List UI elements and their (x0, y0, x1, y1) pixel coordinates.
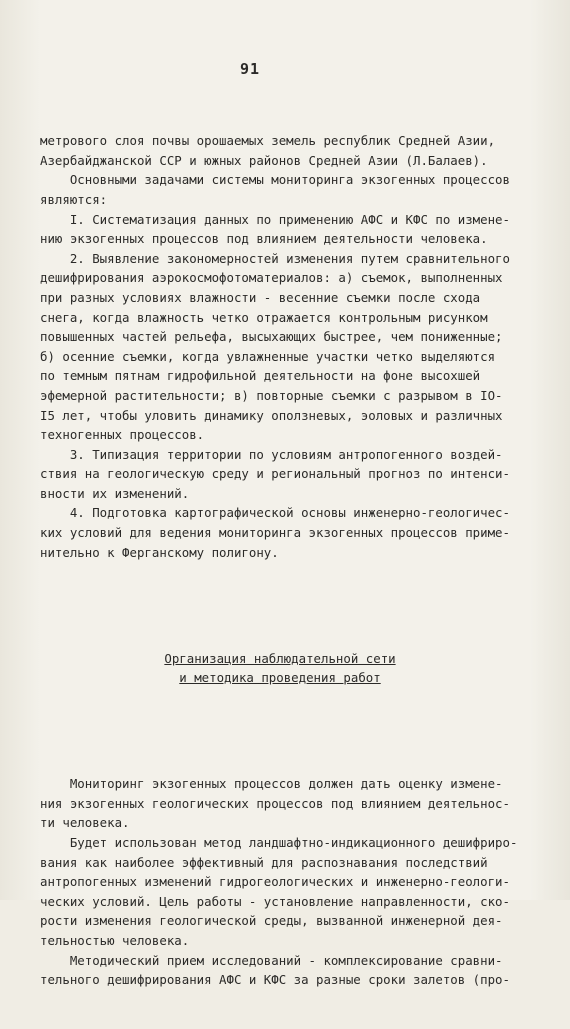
spacer (40, 727, 520, 735)
text-line: метрового слоя почвы орошаемых земель республик Средней Азии, (40, 133, 496, 149)
text-line: по темным пятнам гидрофильной деятельности на фоне высохшей (40, 368, 481, 384)
text-line: эфемерной растительности; в) повторные съемки с разрывом в IO- (40, 387, 503, 403)
spacer (40, 601, 520, 609)
text-line: нию экзогенных процессов под влиянием деятельности человека. (40, 231, 488, 247)
text-line: 3. Типизация территории по условиям антропогенного воздей- (40, 446, 503, 462)
text-line: дешифрирования аэрокосмофотоматериалов: а) съемок, выполненных (40, 270, 503, 286)
text-line: б) осенние съемки, когда увлажненные участки четко выделяются (40, 348, 496, 364)
text-line: Основными задачами системы мониторинга экзогенных процессов (40, 172, 510, 188)
text-line: 4. Подготовка картографической основы инженерно-геологичес- (40, 505, 510, 521)
section-heading (40, 649, 520, 688)
paragraphs-before-heading (40, 131, 520, 562)
section-heading-line: Организация наблюдательной сети (164, 650, 396, 666)
text-line: тельного дешифрирования АФС и КФС за разные сроки залетов (про- (40, 972, 510, 988)
text-line: антропогенных изменений гидрогеологических и инженерно-геологи- (40, 874, 510, 890)
body-text (40, 92, 520, 1029)
section-heading-line: и методика проведения работ (179, 670, 381, 686)
paragraphs-after-heading (40, 774, 520, 990)
text-line: снега, когда влажность четко отражается контрольным рисунком (40, 309, 488, 325)
text-line: ких условий для ведения мониторинга экзогенных процессов приме- (40, 525, 510, 541)
text-line: I5 лет, чтобы уловить динамику оползневых, эоловых и различных (40, 407, 503, 423)
text-line: при разных условиях влажности - весенние съемки после схода (40, 289, 481, 305)
text-line: являются: (40, 191, 108, 207)
text-line: вания как наиболее эффективный для распознавания последствий (40, 854, 488, 870)
text-line: тельностью человека. (40, 932, 190, 948)
text-line: Азербайджанской ССР и южных районов Средней Азии (Л.Балаев). (40, 152, 488, 168)
text-line: рости изменения геологической среды, вызванной инженерной дея- (40, 913, 503, 929)
text-line: Методический прием исследований - комплексирование сравни- (40, 952, 503, 968)
text-line: Будет использован метод ландшафтно-индикационного дешифриро- (40, 834, 518, 850)
text-line: ческих условий. Цель работы - установление направленности, ско- (40, 893, 510, 909)
text-line: 2. Выявление закономерностей изменения путем сравнительного (40, 250, 510, 266)
text-line: Мониторинг экзогенных процессов должен дать оценку измене- (40, 776, 503, 792)
page-number: 91 (240, 60, 261, 78)
text-line: ствия на геологическую среду и региональный прогноз по интенси- (40, 466, 510, 482)
text-line: повышенных частей рельефа, высыхающих быстрее, чем пониженные; (40, 329, 503, 345)
text-line: техногенных процессов. (40, 427, 205, 443)
text-line: нительно к Ферганскому полигону. (40, 544, 279, 560)
text-line: ти человека. (40, 815, 130, 831)
text-line: вности их изменений. (40, 485, 190, 501)
text-line: ния экзогенных геологических процессов под влиянием деятельнос- (40, 795, 510, 811)
text-line: I. Систематизация данных по применению АФС и КФС по измене- (40, 211, 510, 227)
